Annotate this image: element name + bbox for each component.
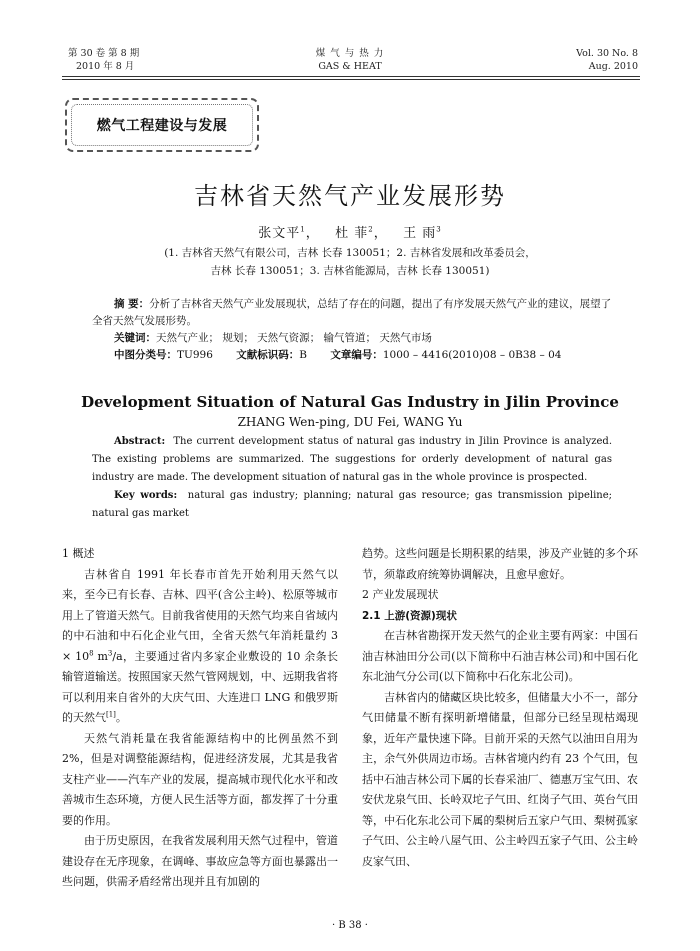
journal-volume-en <box>480 47 638 73</box>
author-3: 王 雨 <box>403 226 437 241</box>
classification-line <box>92 347 612 364</box>
citation-ref: [1] <box>106 710 116 719</box>
author-sep: ， <box>373 226 388 241</box>
keywords-cn-label: 关键词： <box>114 332 156 344</box>
abstract-en-text: The current development status of natural gas industry in Jilin Province is analyzed. The existing problems are summarized. The suggestions for orderly development of natural gas industry are made. The development situation of natural gas in the whole province is prospected. <box>92 436 612 483</box>
paragraph-continued: 趋势。这些问题是长期积累的结果，涉及产业链的多个环节，须靠政府统筹协调解决，且愈早愈好。 <box>362 547 638 581</box>
abstract-cn-body <box>92 296 612 330</box>
article-number-value: 1000 – 4416(2010)08 – 0B38 – 04 <box>382 349 562 361</box>
abstract-en-label: Abstract: <box>114 436 166 447</box>
title-cn: 吉林省天然气产业发展形势 <box>194 182 506 210</box>
journal-name <box>250 47 450 73</box>
section-2-1-heading: 2.1 上游(资源)现状 <box>362 609 457 622</box>
header-rule-bottom <box>62 79 640 80</box>
column-label-frame <box>71 104 253 146</box>
abstract-cn-label: 摘 要： <box>114 298 150 310</box>
title-en: Development Situation of Natural Gas Industry in Jilin Province <box>81 393 619 411</box>
clc-value: TU996 <box>177 349 213 361</box>
affiliation-line-2: 吉林 长春 130051；3. 吉林省能源局，吉林 长春 130051) <box>210 265 490 277</box>
section-2-heading: 2 产业发展现状 <box>362 588 439 601</box>
paragraph: 天然气消耗量在我省能源结构中的比例虽然不到 2%，但是对调整能源结构，促进经济发展，尤其是我省支柱产业——汽车产业的发展，提高城市现代化水平和改善城市生态环境，方便人民生活等方面，都发挥了十分重要的作用。 <box>62 731 338 827</box>
journal-volume-issue <box>68 47 139 73</box>
authors-en: ZHANG Wen-ping, DU Fei, WANG Yu <box>237 415 463 429</box>
journal-name-en: GAS & HEAT <box>318 61 382 72</box>
author-2-affil: 2 <box>368 225 374 234</box>
paragraph: 由于历史原因，在我省发展利用天然气过程中，管道建设存在无序现象，在调峰、事故应急等方面也暴露出一些问题，供需矛盾经常出现并且有加剧的 <box>62 834 338 888</box>
header-volume-en: Vol. 30 No. 8 <box>576 48 638 59</box>
keywords-cn <box>92 330 612 347</box>
abstract-cn-text: 分析了吉林省天然气产业发展现状，总结了存在的问题，提出了有序发展天然气产业的建议，展望了全省天然气发展形势。 <box>92 298 612 327</box>
author-1: 张文平 <box>258 226 301 241</box>
paragraph: 吉林省内的储藏区块比较多，但储量大小不一，部分气田储量不断有探明新增储量，但部分已经呈现枯竭现象，近年产量快速下降。目前开采的天然气以油田自用为主，余气外供周边市场。吉林省境内约有 23 个气田，包括中石油吉林公司下属的长春采油厂、德惠万宝气田、农安伏龙泉气田、长岭双坨子气田、红岗子气田、英台气田等，中石化东北公司下属的梨树后五家户气田、梨树孤家子气田、公主岭八屋气田、公主岭四五家子气田、公主岭皮家气田、 <box>362 690 638 868</box>
header-volume: 第 30 卷 第 8 期 <box>68 48 140 59</box>
column-label-box <box>65 98 259 152</box>
header-date-en: Aug. 2010 <box>588 61 638 72</box>
doc-code-value: B <box>299 349 307 361</box>
body-column-right <box>362 544 638 872</box>
author-2: 杜 菲 <box>335 226 369 241</box>
journal-name-cn: 煤 气 与 热 力 <box>315 48 385 59</box>
keywords-en-text: natural gas industry; planning; natural gas resource; gas transmission pipeline; natural gas market <box>92 490 613 519</box>
doc-code-label: 文献标识码： <box>236 349 300 361</box>
author-sep: ， <box>305 226 320 241</box>
author-3-affil: 3 <box>436 225 442 234</box>
keywords-en <box>92 487 612 523</box>
keywords-cn-text: 天然气产业； 规划； 天然气资源； 输气管道； 天然气市场 <box>156 332 432 344</box>
authors-cn <box>0 222 700 241</box>
affiliation-line-1: (1. 吉林省天然气有限公司，吉林 长春 130051；2. 吉林省发展和改革委员会， <box>164 247 536 259</box>
header-rule-top <box>62 76 640 77</box>
paragraph: 吉林省自 1991 年长春市首先开始利用天然气以来，至今已有长春、吉林、四平(含公主岭)、松原等城市用上了管道天然气。目前我省使用的天然气均来自省域内的中石油和中石化企业气田，全省天然气年消耗量约 $3 \times 10^8$ $m^3/a$，主要通过省内多家企业敷设的 10 余条长输管道输送。按照国家天然气管网规划，中、远期我省将可以利用来自省外的大庆气田、大连进口 LNG 和俄罗斯的天然气[1]。 <box>62 567 338 724</box>
column-label: 燃气工程建设与发展 <box>96 118 228 134</box>
abstract-cn <box>92 296 612 364</box>
abstract-en <box>92 433 612 523</box>
clc-label: 中图分类号： <box>114 349 177 361</box>
page-number: · B 38 · <box>332 920 368 931</box>
article-number-label: 文章编号： <box>330 349 383 361</box>
header-date: 2010 年 8 月 <box>76 61 135 72</box>
keywords-en-label: Key words: <box>114 490 178 501</box>
body-column-left <box>62 544 338 893</box>
paragraph: 在吉林省勘探开发天然气的企业主要有两家：中国石油吉林油田分公司(以下简称中石油吉林公司)和中国石化东北油气分公司(以下简称中石化东北公司)。 <box>362 629 638 683</box>
affiliations <box>0 244 700 280</box>
abstract-en-body <box>92 433 612 487</box>
author-1-affil: 1 <box>300 225 306 234</box>
section-1-heading: 1 概述 <box>62 547 95 560</box>
